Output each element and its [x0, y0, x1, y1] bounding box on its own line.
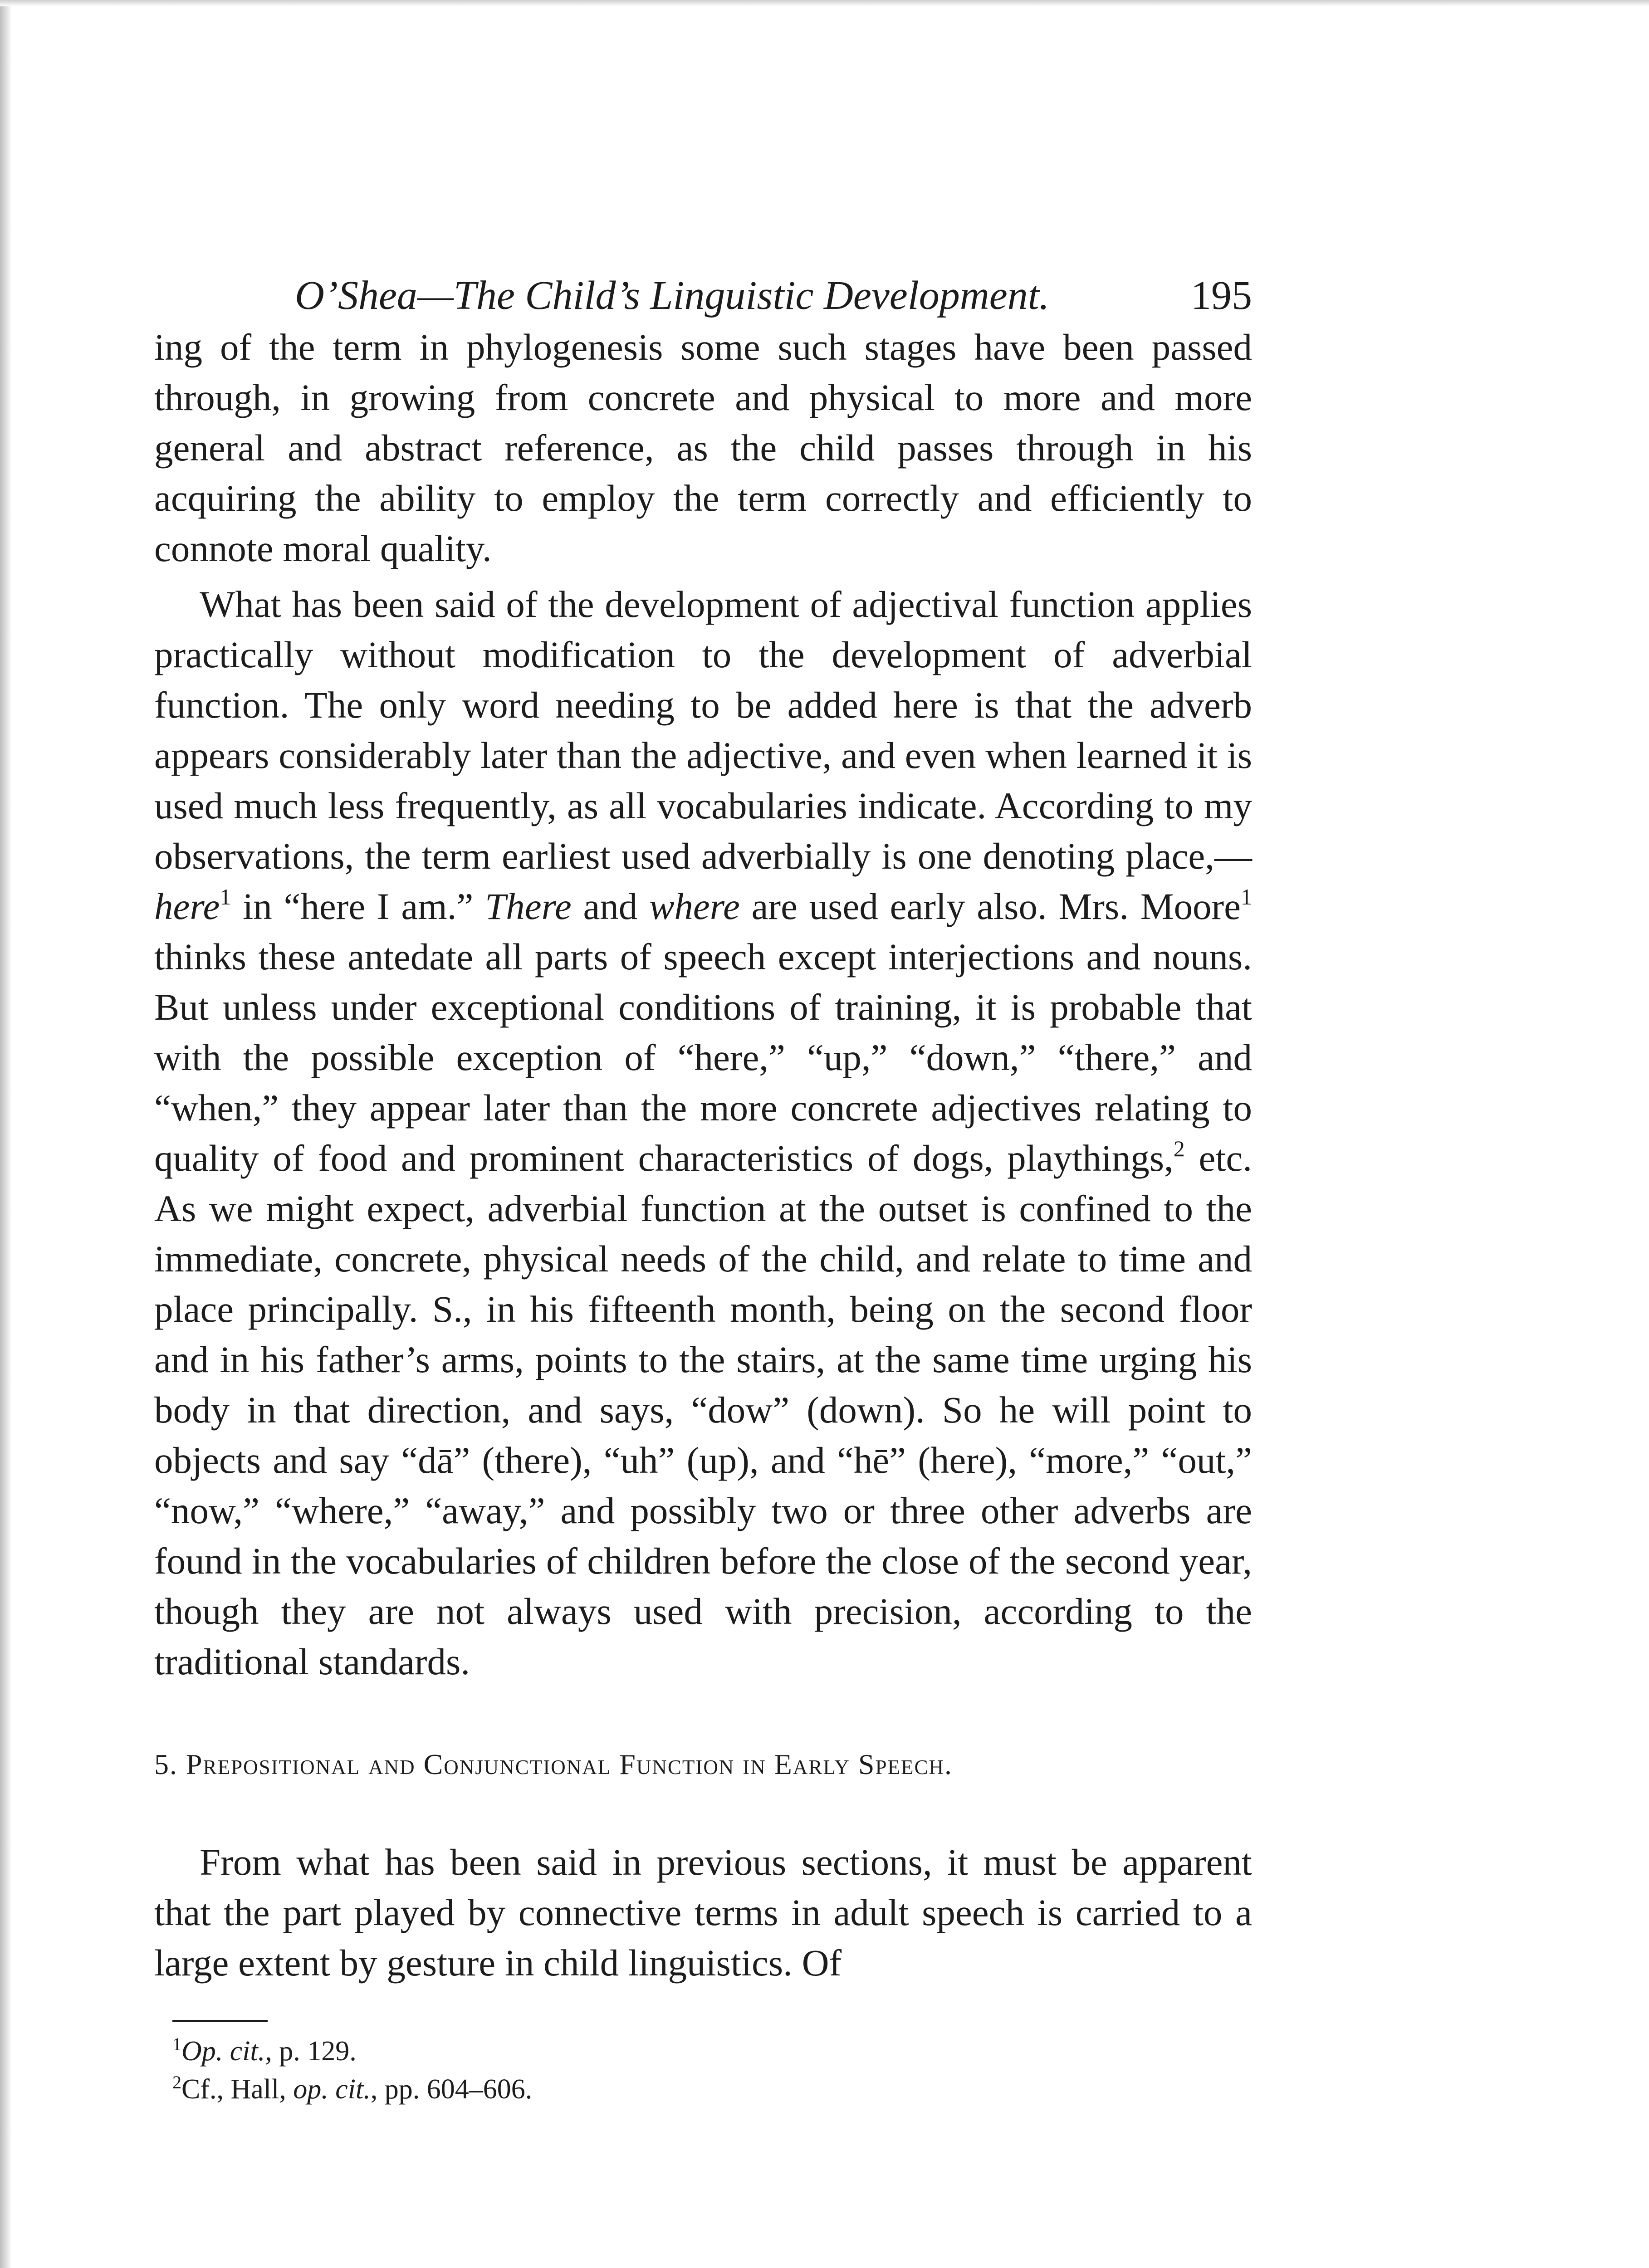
- footnote-1: [172, 2032, 1252, 2070]
- italic-word: here: [154, 885, 220, 927]
- running-head-title: O’Shea—The Child’s Linguistic Development.: [295, 273, 1050, 318]
- body-text: [154, 322, 1252, 1988]
- footnote-text: , pp. 604–606.: [370, 2074, 533, 2105]
- footnote-ref: 1: [220, 884, 231, 909]
- footnotes: [154, 2032, 1252, 2108]
- paragraph-prepositional: From what has been said in previous sections, it must be apparent that the part played by connective terms in adult speech is carried to a large extent by gesture in child linguistics. Of: [154, 1841, 1252, 1984]
- footnote-ref: 1: [1241, 884, 1252, 909]
- footnote-text: Cf., Hall,: [181, 2074, 294, 2105]
- paragraph-adverbial-function: [154, 579, 1252, 1687]
- text-run: What has been said of the development of adjectival function applies practically without modification to the development of adverbial function. The only word needing to be added here is that the adverb appears considerably later than the adjective, and even when learned it is used much less frequently, as all vocabularies indicate. According to my observations, the term earliest used adverbially is one denoting place,—: [154, 583, 1252, 877]
- italic-word: There: [485, 885, 572, 927]
- scan-edge-left: [0, 0, 12, 2268]
- running-head: [154, 254, 1252, 322]
- paragraph-continuation: ing of the term in phylogenesis some such stages have been passed through, in growing from concrete and physical to more and more general and abstract reference, as the child passes through in his acquiring the ability to employ the term correctly and efficiently to connote moral quality.: [154, 326, 1252, 569]
- footnote-italic: Op. cit.: [181, 2036, 265, 2067]
- text-run: etc. As we might expect, adverbial function at the outset is confined to the immediate, concrete, physical needs of the child, and relate to time and place principally. S., in his fifteenth month, being on the second floor and in his father’s arms, points to the stairs, at the same time urging his body in that direction, and says, “dow” (down). So he will point to objects and say “dā” (there), “uh” (up), and “hē” (here), “more,” “out,” “now,” “where,” “away,” and possibly two or three other adverbs are found in the vocabularies of children before the close of the second year, though they are not always used with precision, according to the traditional standards.: [154, 1137, 1252, 1682]
- footnote-mark: 2: [172, 2072, 181, 2092]
- footnote-mark: 1: [172, 2034, 181, 2054]
- book-page: [154, 254, 1252, 2108]
- text-run: are used early also. Mrs. Moore: [739, 885, 1241, 927]
- footnote-ref: 2: [1173, 1136, 1185, 1161]
- footnote-italic: op. cit.: [293, 2074, 371, 2105]
- section-heading: 5. Prepositional and Conjunctional Function in Early Speech.: [154, 1748, 953, 1780]
- italic-word: where: [649, 885, 740, 927]
- text-run: thinks these antedate all parts of speech except interjections and nouns. But unless under exceptional conditions of training, it is probable that with the possible exception of “here,” “up,” “down,” “there,” and “when,” they appear later than the more concrete adjectives relating to quality of food and prominent characteristics of dogs, playthings,: [154, 936, 1252, 1179]
- text-run: and: [571, 885, 650, 927]
- scan-edge-top: [0, 0, 1649, 6]
- footnote-divider: [172, 2020, 268, 2022]
- text-run: in “here I am.”: [231, 885, 485, 927]
- page-number: 195: [1191, 273, 1252, 318]
- footnote-text: , p. 129.: [265, 2036, 357, 2067]
- footnote-2: [172, 2070, 1252, 2108]
